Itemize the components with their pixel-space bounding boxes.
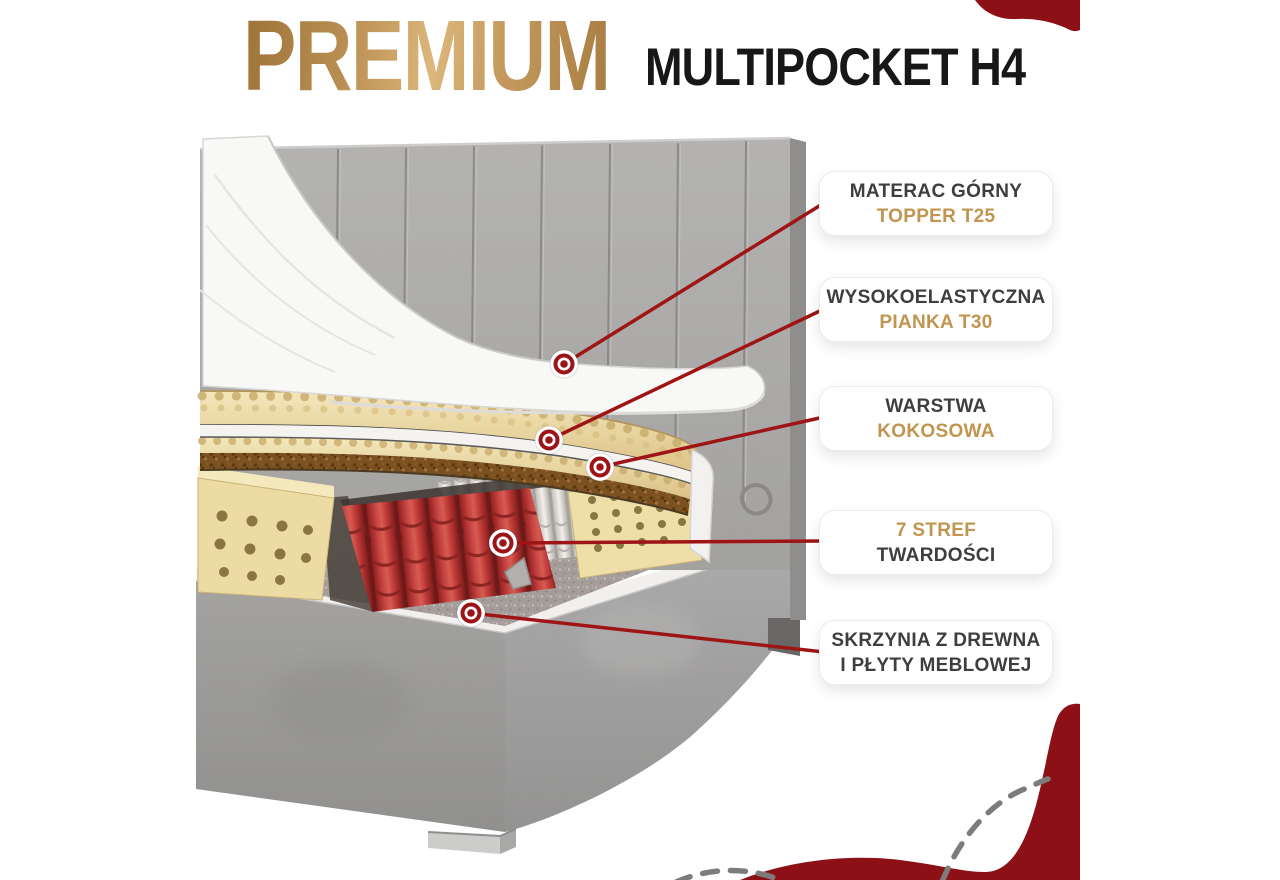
base-box: [196, 528, 800, 854]
comfort-sheet: [200, 424, 694, 484]
callout-label-materac-gorny: [819, 171, 1053, 236]
dashed-squiggle: [676, 779, 1048, 880]
pocket-springs-red: [342, 488, 556, 612]
fabric-corner-tab: [505, 558, 531, 589]
callout-label-skrzynia: [819, 620, 1053, 685]
bed-foot-rear: [768, 618, 800, 656]
brand-title: PREMIUM: [243, 0, 610, 112]
latex-wall-left: [198, 466, 334, 600]
deck-trim: [196, 567, 505, 633]
callout-markers: [457, 350, 614, 627]
callout-marker-topper: [550, 350, 578, 378]
pocket-springs-white: [436, 464, 652, 568]
headboard-side: [790, 138, 806, 620]
callout-line-strefy: [503, 541, 824, 543]
callout-line-topper: [564, 203, 824, 364]
callout-label-line2: I PŁYTY MEBLOWEJ: [840, 654, 1032, 676]
callout-line-pianka: [549, 309, 824, 440]
latex-wall-right: [568, 476, 702, 578]
callout-label-line2: PIANKA T30: [879, 311, 993, 333]
topper-drape: [200, 136, 765, 413]
headboard-seams: [267, 142, 749, 500]
fabric-handle-loop: [742, 485, 771, 514]
foam-layer-lower: [200, 437, 692, 499]
mattress-side-cap: [690, 450, 713, 562]
bed-foot-front: [428, 829, 516, 854]
coconut-layer: [200, 453, 690, 515]
callout-lines: [471, 203, 824, 652]
callout-marker-pianka: [535, 426, 563, 454]
callout-line-kokos: [600, 417, 824, 467]
callout-label-line1: SKRZYNIA Z DREWNA: [831, 629, 1041, 651]
callout-marker-kokos: [586, 453, 614, 481]
callout-marker-strefy: [489, 529, 517, 557]
callout-label-line2: KOKOSOWA: [877, 420, 995, 442]
callout-label-strefy: [819, 510, 1053, 575]
model-title: MULTIPOCKET H4: [645, 38, 1026, 97]
callout-label-line1: WYSOKOELASTYCZNA: [826, 286, 1046, 308]
callout-label-kokosowa: [819, 386, 1053, 451]
corner-blob-top-right: [975, 0, 1080, 31]
headboard: [200, 138, 806, 620]
callout-label-line1: MATERAC GÓRNY: [849, 180, 1023, 202]
spring-deck-fabric: [310, 512, 705, 626]
corner-blob-bottom-right: [740, 704, 1080, 880]
callout-label-line1: 7 STREF: [895, 519, 977, 541]
callout-label-line1: WARSTWA: [885, 395, 987, 417]
foam-layer-pianka: [200, 391, 696, 472]
callout-label-line2: TOPPER T25: [876, 205, 996, 227]
callout-label-pianka: [819, 277, 1053, 342]
callout-label-line2: TWARDOŚCI: [876, 544, 996, 566]
callout-line-skrzynia: [471, 613, 824, 652]
callout-marker-skrzynia: [457, 599, 485, 627]
